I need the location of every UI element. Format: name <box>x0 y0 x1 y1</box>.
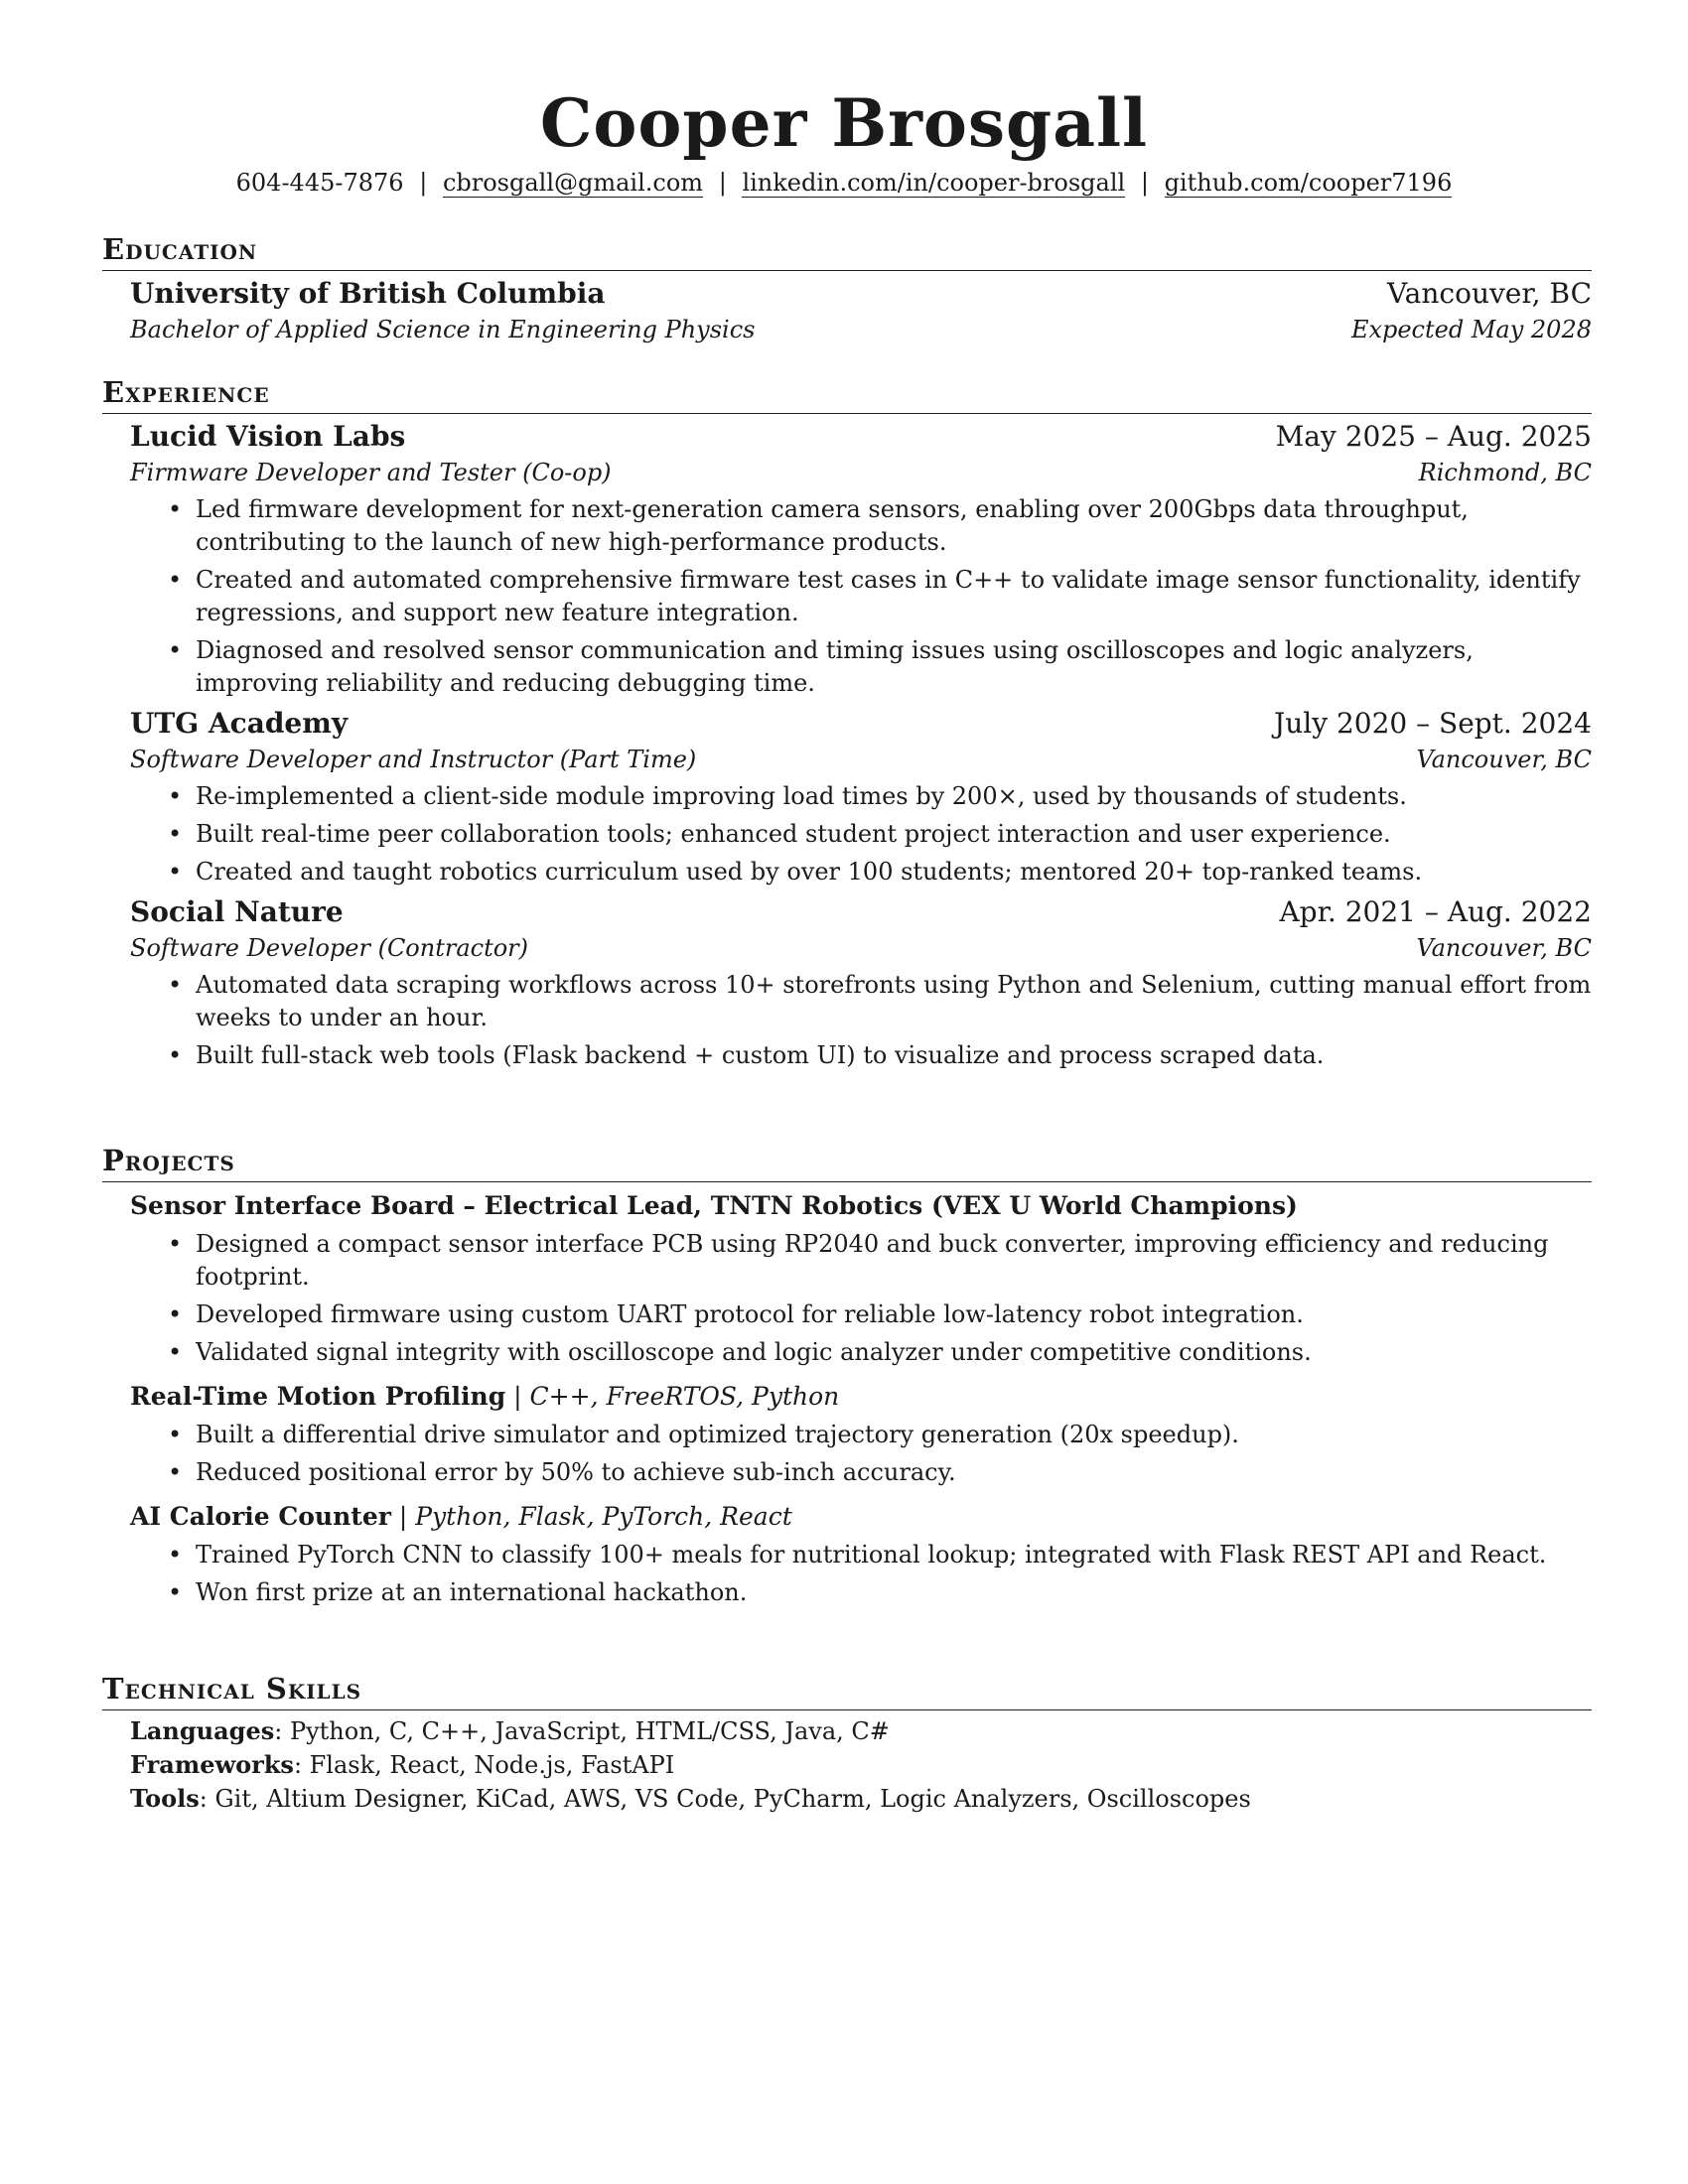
project-name: Sensor Interface Board – Electrical Lead, TNTN Robotics (VEX U World Champions) <box>130 1191 1298 1220</box>
project-entry <box>130 1499 1592 1609</box>
bullet-item: • Reduced positional error by 50% to achieve sub-inch accuracy. <box>168 1456 1592 1489</box>
project-title <box>130 1499 1592 1535</box>
job-dates: July 2020 – Sept. 2024 <box>1274 707 1592 740</box>
project-tech: C++, FreeRTOS, Python <box>529 1382 840 1411</box>
education-section <box>102 230 1592 346</box>
skills-value: Git, Altium Designer, KiCad, AWS, VS Code, PyCharm, Logic Analyzers, Oscilloscopes <box>214 1785 1251 1813</box>
experience-section <box>102 373 1592 1077</box>
job-role: Firmware Developer and Tester (Co-op) <box>130 459 612 486</box>
project-entry <box>130 1379 1592 1489</box>
skills-list <box>130 1714 1592 1816</box>
skills-value: Python, C, C++, JavaScript, HTML/CSS, Java, C# <box>289 1717 890 1745</box>
separator: | <box>398 1502 408 1531</box>
company-name: UTG Academy <box>130 707 349 740</box>
skills-section <box>102 1670 1592 1816</box>
separator: | <box>718 169 727 197</box>
bullet-item: • Re-implemented a client-side module improving load times by 200×, used by thousands of students. <box>168 780 1592 813</box>
project-name: Real-Time Motion Profiling <box>130 1382 506 1411</box>
job-role: Software Developer (Contractor) <box>130 934 529 962</box>
resume-header <box>0 83 1688 199</box>
job-location: Vancouver, BC <box>1416 746 1592 773</box>
section-title-skills: Technical Skills <box>102 1670 1592 1710</box>
project-title <box>130 1379 1592 1415</box>
school-location: Vancouver, BC <box>1387 277 1592 310</box>
bullet-item: • Led firmware development for next-generation camera sensors, enabling over 200Gbps data throughput, contributing to the launch of new high-performance products. <box>168 493 1592 559</box>
projects-section <box>102 1142 1592 1614</box>
project-bullets <box>130 1539 1592 1609</box>
bullet-item: • Diagnosed and resolved sensor communication and timing issues using oscilloscopes and logic analyzers, improving reliability and reducing debugging time. <box>168 634 1592 700</box>
skills-tools: Tools: Git, Altium Designer, KiCad, AWS, VS Code, PyCharm, Logic Analyzers, Oscilloscopes <box>130 1784 1251 1813</box>
project-tech: Python, Flask, PyTorch, React <box>415 1502 792 1531</box>
separator: | <box>513 1382 522 1411</box>
job-dates: Apr. 2021 – Aug. 2022 <box>1279 895 1592 928</box>
skills-label: Tools <box>130 1784 200 1813</box>
job-entry <box>130 893 1592 1072</box>
section-title-education: Education <box>102 230 1592 271</box>
bullet-item: • Validated signal integrity with oscilloscope and logic analyzer under competitive conditions. <box>168 1336 1592 1369</box>
skills-label: Frameworks <box>130 1750 294 1779</box>
job-entry <box>130 705 1592 888</box>
bullet-item: • Built a differential drive simulator and optimized trajectory generation (20x speedup). <box>168 1419 1592 1451</box>
email-link[interactable]: cbrosgall@gmail.com <box>442 169 704 197</box>
job-entry <box>130 418 1592 700</box>
skills-value: Flask, React, Node.js, FastAPI <box>309 1751 675 1779</box>
bullet-item: • Trained PyTorch CNN to classify 100+ meals for nutritional lookup; integrated with Flask REST API and React. <box>168 1539 1592 1571</box>
project-bullets <box>130 1228 1592 1369</box>
bullet-item: • Won first prize at an international hackathon. <box>168 1576 1592 1609</box>
job-dates: May 2025 – Aug. 2025 <box>1275 420 1592 453</box>
skills-label: Languages <box>130 1716 275 1745</box>
phone-number: 604-445-7876 <box>235 169 404 197</box>
bullet-item: • Built real-time peer collaboration tools; enhanced student project interaction and user experience. <box>168 818 1592 851</box>
candidate-name: Cooper Brosgall <box>539 84 1149 162</box>
bullet-item: • Developed firmware using custom UART protocol for reliable low-latency robot integration. <box>168 1298 1592 1331</box>
degree: Bachelor of Applied Science in Engineering Physics <box>130 316 756 343</box>
github-link[interactable]: github.com/cooper7196 <box>1164 169 1453 197</box>
skills-languages: Languages: Python, C, C++, JavaScript, HTML/CSS, Java, C# <box>130 1716 890 1745</box>
education-entry <box>130 275 1592 346</box>
project-bullets <box>130 1419 1592 1489</box>
skills-frameworks: Frameworks: Flask, React, Node.js, FastAPI <box>130 1750 675 1779</box>
section-title-experience: Experience <box>102 373 1592 414</box>
company-name: Lucid Vision Labs <box>130 420 406 453</box>
bullet-item: • Created and taught robotics curriculum used by over 100 students; mentored 20+ top-ranked teams. <box>168 856 1592 888</box>
bullet-item: • Designed a compact sensor interface PCB using RP2040 and buck converter, improving efficiency and reducing footprint. <box>168 1228 1592 1294</box>
project-title <box>130 1188 1592 1224</box>
job-location: Richmond, BC <box>1418 459 1592 486</box>
linkedin-link[interactable]: linkedin.com/in/cooper-brosgall <box>742 169 1126 197</box>
job-bullets <box>130 969 1592 1072</box>
school-name: University of British Columbia <box>130 277 606 310</box>
company-name: Social Nature <box>130 895 344 928</box>
job-bullets <box>130 493 1592 700</box>
separator: | <box>419 169 428 197</box>
separator: | <box>1140 169 1149 197</box>
job-bullets <box>130 780 1592 888</box>
project-name: AI Calorie Counter <box>130 1502 391 1531</box>
section-title-projects: Projects <box>102 1142 1592 1182</box>
contact-line <box>0 167 1688 199</box>
bullet-item: • Created and automated comprehensive firmware test cases in C++ to validate image sensor functionality, identify regressions, and support new feature integration. <box>168 564 1592 629</box>
graduation-date: Expected May 2028 <box>1350 316 1592 343</box>
bullet-item: • Built full-stack web tools (Flask backend + custom UI) to visualize and process scraped data. <box>168 1039 1592 1072</box>
project-entry <box>130 1188 1592 1369</box>
job-role: Software Developer and Instructor (Part Time) <box>130 746 697 773</box>
job-location: Vancouver, BC <box>1416 934 1592 962</box>
bullet-item: • Automated data scraping workflows across 10+ storefronts using Python and Selenium, cutting manual effort from weeks to under an hour. <box>168 969 1592 1034</box>
